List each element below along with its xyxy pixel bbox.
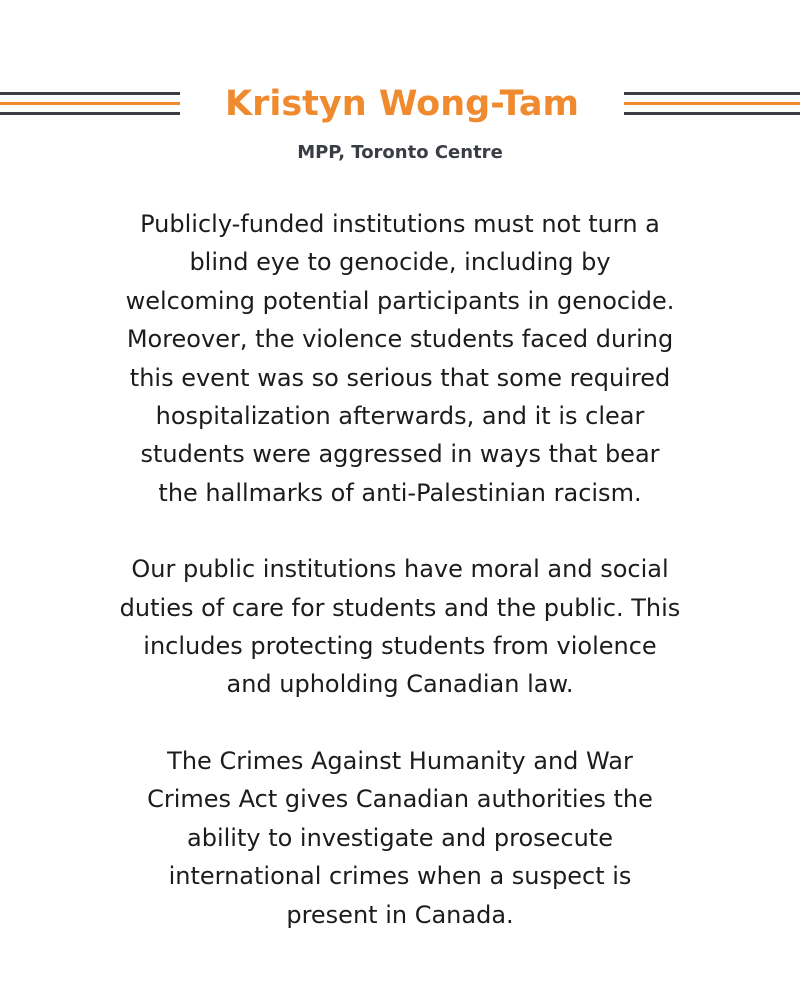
statement-paragraph-1: Publicly-funded institutions must not turn a blind eye to genocide, including by welcoming potential participants in genocide. Moreover, the violence students faced during this event was so serious that some required hospitalization afterwards, and it is clear students were aggressed in ways that bear the hallmarks of anti-Palestinian racism. (125, 210, 675, 507)
statement-body (60, 205, 740, 972)
stripe-line (0, 112, 180, 115)
right-stripes-decoration (624, 90, 800, 118)
stripe-line (0, 102, 180, 105)
stripe-line (624, 92, 800, 95)
stripe-line (0, 92, 180, 95)
stripe-line (624, 102, 800, 105)
speaker-name: Kristyn Wong-Tam (224, 84, 580, 124)
left-stripes-decoration (0, 90, 180, 118)
statement-paragraph-2: Our public institutions have moral and social duties of care for students and the public. This includes protecting students from violence and upholding Canadian law. (119, 555, 681, 699)
speaker-title: MPP, Toronto Centre (297, 142, 503, 163)
stripe-line (624, 112, 800, 115)
statement-paragraph-3: The Crimes Against Humanity and War Crimes Act gives Canadian authorities the ability to investigate and prosecute international crimes when a suspect is present in Canada. (147, 746, 653, 929)
header (0, 82, 800, 126)
